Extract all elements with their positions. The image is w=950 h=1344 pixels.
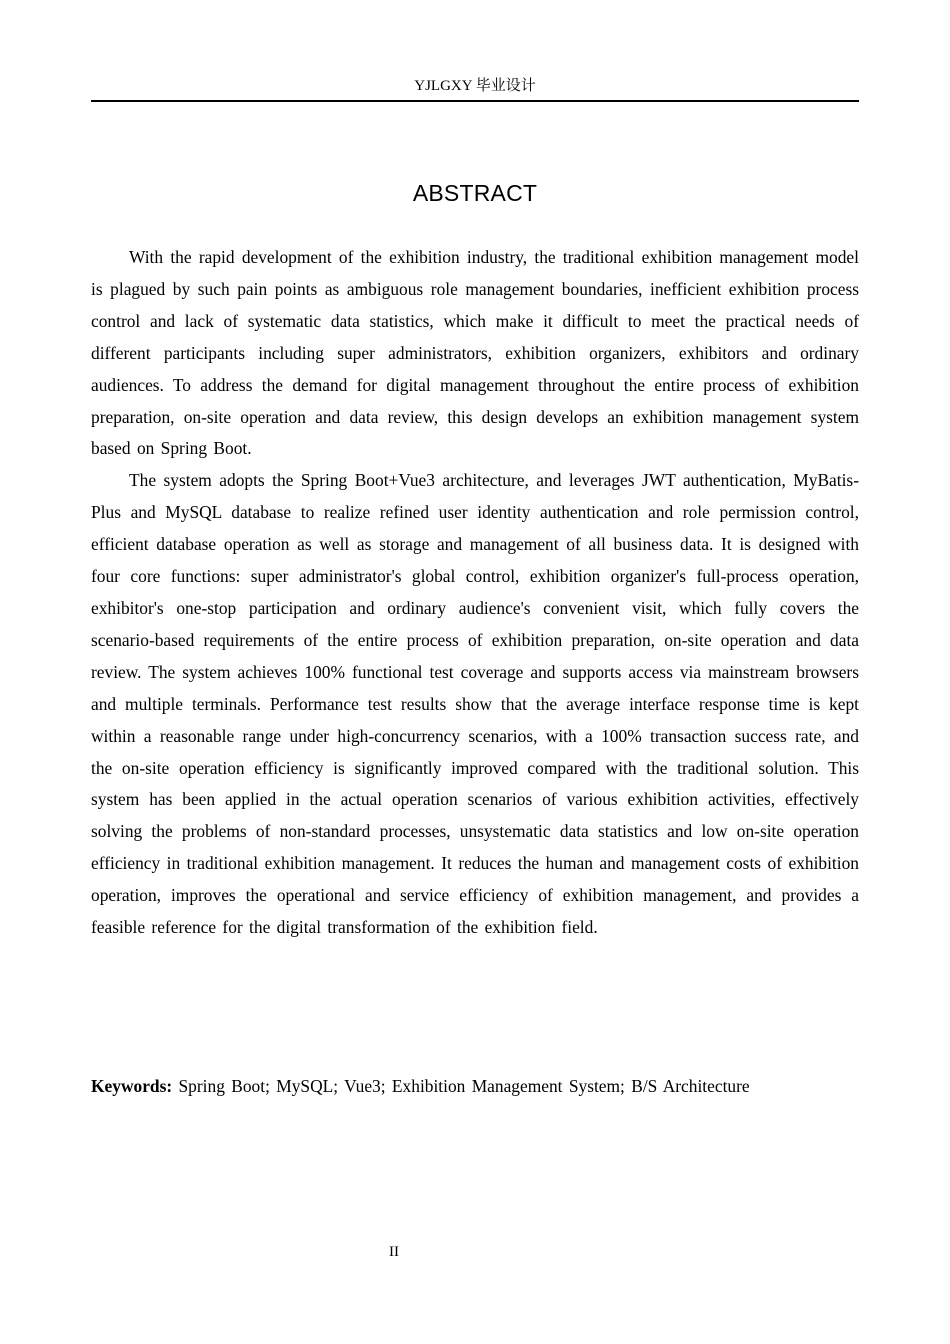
- keywords-text: Spring Boot; MySQL; Vue3; Exhibition Management System; B/S Architecture: [178, 1076, 750, 1096]
- abstract-title: ABSTRACT: [412, 180, 538, 206]
- page-number: II: [389, 1244, 399, 1260]
- header-rule: [91, 100, 859, 102]
- keywords-line: [91, 1071, 859, 1102]
- running-header: YJLGXY 毕业设计: [414, 78, 536, 94]
- keywords-label: Keywords:: [91, 1076, 173, 1096]
- abstract-paragraph-2: The system adopts the Spring Boot+Vue3 architecture, and leverages JWT authentication, MyBatis-Plus and MySQL database to realize refined user identity authentication and role permission control, efficient database operation as well as storage and management of all business data. It is designed with four core functions: super administrator's global control, exhibition organizer's full-process operation, exhibitor's one-stop participation and ordinary audience's convenient visit, which fully covers the scenario-based requirements of the entire process of exhibition preparation, on-site operation and data review. The system achieves 100% functional test coverage and supports access via mainstream browsers and multiple terminals. Performance test results show that the average interface response time is kept within a reasonable range under high-concurrency scenarios, with a 100% transaction success rate, and the on-site operation efficiency is significantly improved compared with the traditional solution. This system has been applied in the actual operation scenarios of various exhibition activities, effectively solving the problems of non-standard processes, unsystematic data statistics and low on-site operation efficiency in traditional exhibition management. It reduces the human and management costs of exhibition operation, improves the operational and service efficiency of exhibition management, and provides a feasible reference for the digital transformation of the exhibition field.: [91, 470, 859, 938]
- abstract-body: [91, 242, 859, 944]
- abstract-paragraph-1: With the rapid development of the exhibition industry, the traditional exhibition management model is plagued by such pain points as ambiguous role management boundaries, inefficient exhibition process control and lack of systematic data statistics, which make it difficult to meet the practical needs of different participants including super administrators, exhibition organizers, exhibitors and ordinary audiences. To address the demand for digital management throughout the entire process of exhibition preparation, on-site operation and data review, this design develops an exhibition management system based on Spring Boot.: [91, 247, 859, 459]
